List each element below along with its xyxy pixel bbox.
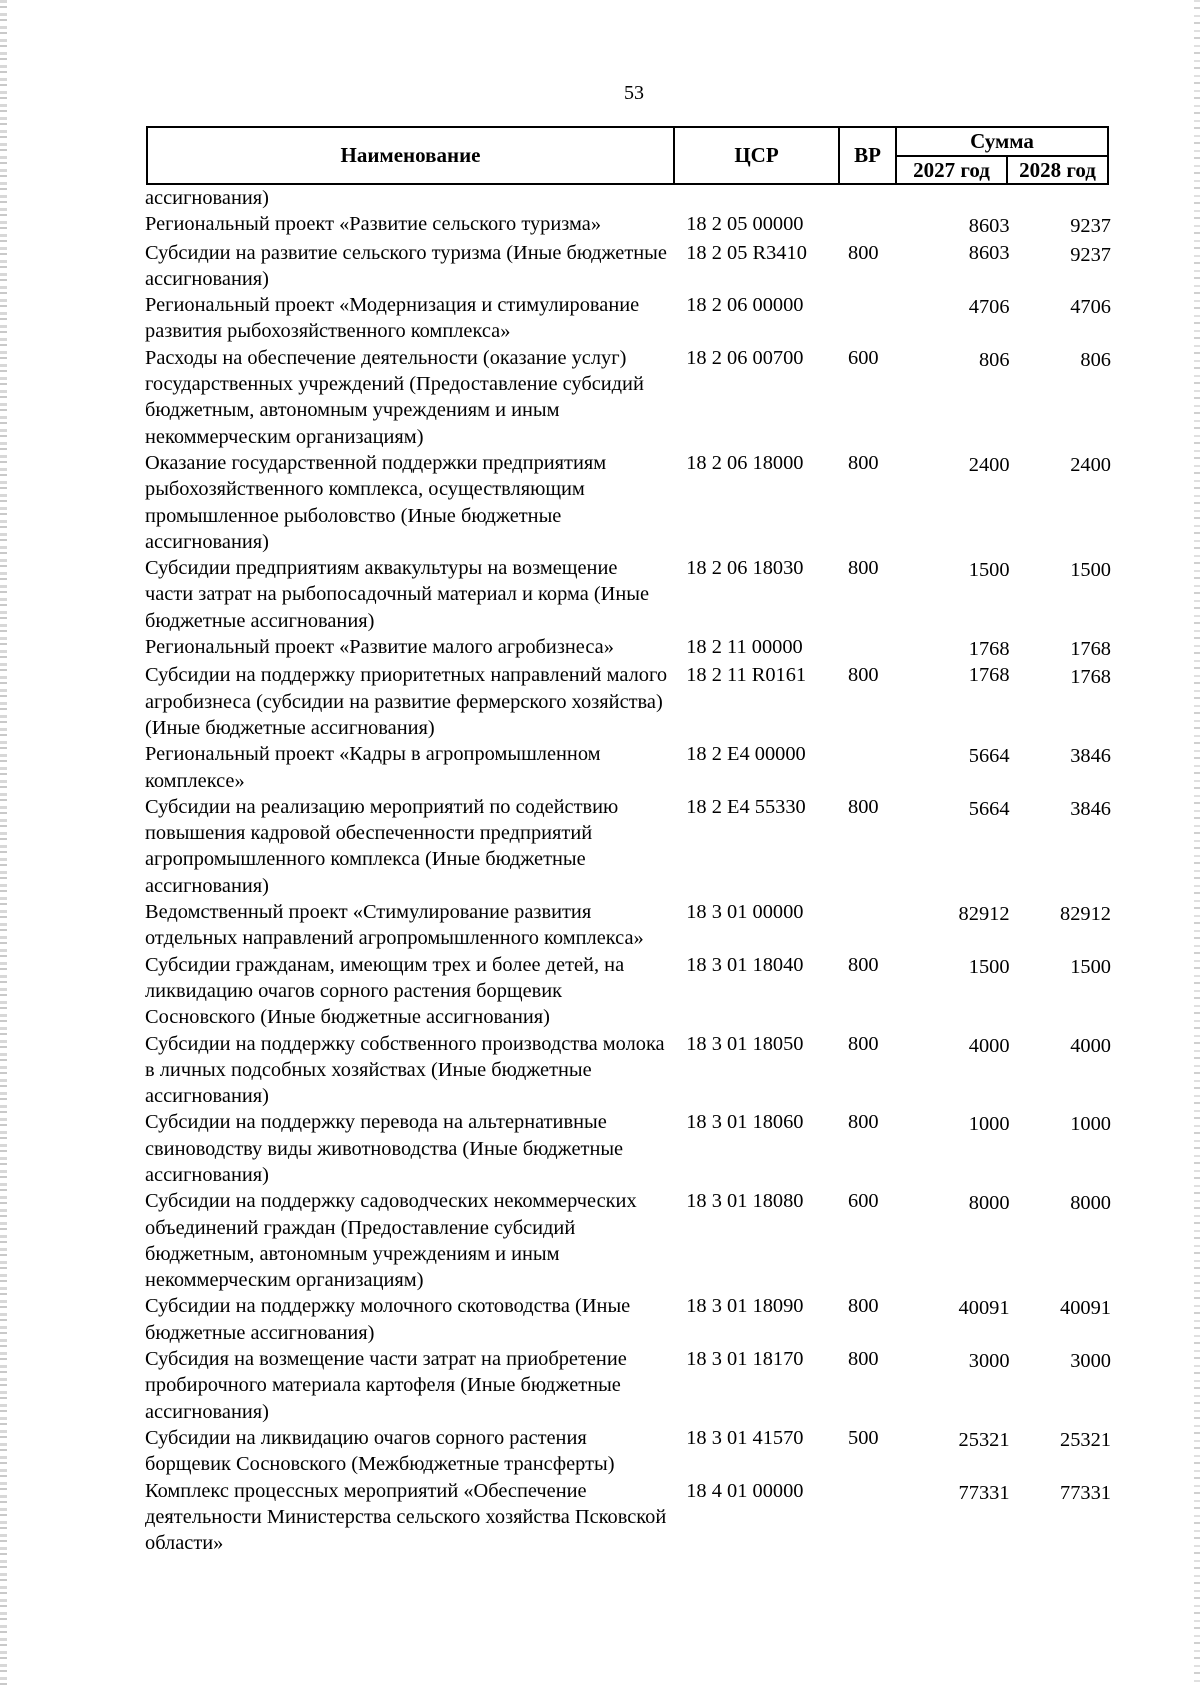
- row-name: Расходы на обеспечение деятельности (оказание услуг) государственных учреждений (Предоставление субсидий бюджетным, автономным учреждениям и иным некоммерческим организациям): [145, 346, 644, 448]
- table-row: [145, 634, 1115, 662]
- row-2027: 1500: [968, 955, 1010, 978]
- row-csr: 18 3 01 18080: [686, 1190, 804, 1213]
- row-2028: 1768: [1070, 638, 1111, 661]
- row-2028: 3846: [1070, 797, 1111, 820]
- row-name: Субсидии гражданам, имеющим трех и более детей, на ликвидацию очагов сорного растения борщевик Сосновского (Иные бюджетные ассигнования): [145, 953, 625, 1029]
- row-name: Субсидии на развитие сельского туризма (Иные бюджетные ассигнования): [145, 241, 667, 290]
- row-2027: 5664: [968, 745, 1010, 768]
- header-csr: ЦСР: [674, 127, 839, 184]
- row-2027: 5664: [968, 797, 1010, 820]
- row-vr: 800: [848, 1111, 879, 1134]
- row-2028: 3846: [1070, 745, 1111, 768]
- row-csr: 18 2 06 18030: [686, 557, 804, 580]
- row-name: Комплекс процессных мероприятий «Обеспечение деятельности Министерства сельского хозяйства Псковской области»: [145, 1479, 667, 1555]
- table-row: [145, 1109, 1115, 1188]
- row-vr: 800: [848, 1032, 879, 1055]
- row-name: Региональный проект «Развитие сельского туризма»: [145, 213, 602, 236]
- row-2027: 1768: [968, 638, 1010, 661]
- row-2028: 82912: [1060, 903, 1111, 926]
- row-csr: 18 2 11 R0161: [686, 664, 807, 687]
- row-2027: 77331: [958, 1481, 1010, 1504]
- row-csr: 18 2 05 00000: [686, 213, 804, 236]
- row-csr: 18 3 01 18050: [686, 1032, 804, 1055]
- row-vr: 800: [848, 241, 879, 264]
- row-2027: 2400: [968, 453, 1010, 476]
- row-csr: 18 2 06 18000: [686, 451, 804, 474]
- row-name: Региональный проект «Развитие малого агробизнеса»: [145, 636, 614, 659]
- table-row: [145, 1478, 1115, 1557]
- row-name: Субсидии на поддержку садоводческих некоммерческих объединений граждан (Предоставление субсидий бюджетным, автономным учреждениям и иным некоммерческим организациям): [145, 1190, 637, 1292]
- row-2027: 1500: [968, 559, 1010, 582]
- row-name: Оказание государственной поддержки предприятиям рыбохозяйственного комплекса, осуществляющим промышленное рыболовство (Иные бюджетные ассигнования): [145, 451, 607, 553]
- row-2027: 8000: [968, 1192, 1010, 1215]
- header-sum: Сумма: [896, 127, 1108, 156]
- row-csr: 18 2 05 R3410: [686, 241, 807, 264]
- row-vr: 800: [848, 795, 879, 818]
- header-year-2028: 2028 год: [1007, 156, 1108, 184]
- table-row: [145, 1188, 1115, 1293]
- table-row: [145, 555, 1115, 634]
- row-2028: 25321: [1060, 1428, 1111, 1451]
- table-row: [145, 450, 1115, 555]
- row-2027: 3000: [968, 1350, 1010, 1373]
- row-csr: 18 3 01 00000: [686, 901, 804, 924]
- table-row: [145, 662, 1115, 741]
- row-name: ассигнования): [145, 187, 269, 209]
- table-row: [145, 1031, 1115, 1110]
- row-name: Субсидии предприятиям аквакультуры на возмещение части затрат на рыбопосадочный материал и корма (Иные бюджетные ассигнования): [145, 557, 650, 632]
- table-row: [145, 794, 1115, 899]
- row-2027: 8603: [968, 215, 1010, 238]
- table-row: [145, 952, 1115, 1031]
- header-year-2027: 2027 год: [896, 156, 1007, 184]
- header-name: Наименование: [147, 127, 674, 184]
- row-2027: 4706: [968, 296, 1010, 319]
- table-row: [145, 741, 1115, 794]
- row-csr: 18 3 01 18060: [686, 1111, 804, 1134]
- row-2028: 9237: [1070, 215, 1111, 238]
- row-2028: 4706: [1070, 296, 1111, 319]
- row-2028: 1500: [1070, 559, 1111, 582]
- row-2028: 40091: [1060, 1297, 1111, 1320]
- row-csr: 18 4 01 00000: [686, 1479, 804, 1502]
- row-csr: 18 3 01 18170: [686, 1348, 804, 1371]
- row-name: Субсидии на поддержку молочного скотоводства (Иные бюджетные ассигнования): [145, 1295, 631, 1344]
- row-2028: 806: [1080, 348, 1111, 371]
- row-name: Ведомственный проект «Стимулирование развития отдельных направлений агропромышленного комплекса»: [145, 901, 644, 950]
- table-row: [145, 899, 1115, 952]
- row-name: Региональный проект «Модернизация и стимулирование развития рыбохозяйственного комплекса»: [145, 294, 640, 343]
- row-2028: 8000: [1070, 1192, 1111, 1215]
- row-csr: 18 2 06 00700: [686, 346, 804, 369]
- row-csr: 18 2 Е4 00000: [686, 743, 806, 766]
- row-vr: 800: [848, 1295, 879, 1318]
- row-csr: 18 3 01 18090: [686, 1295, 804, 1318]
- row-2028: 3000: [1070, 1350, 1111, 1373]
- row-2027: 1768: [968, 664, 1010, 687]
- table-row: [145, 292, 1115, 345]
- row-2028: 2400: [1070, 453, 1111, 476]
- row-2028: 9237: [1070, 243, 1111, 266]
- row-2027: 8603: [968, 241, 1010, 264]
- row-csr: 18 2 Е4 55330: [686, 795, 806, 818]
- header-vr: ВР: [839, 127, 896, 184]
- row-csr: 18 2 11 00000: [686, 636, 803, 659]
- table-row: [145, 1425, 1115, 1478]
- row-2028: 1768: [1070, 666, 1111, 689]
- table-row: [145, 185, 1115, 211]
- row-2027: 806: [978, 348, 1010, 371]
- table-header: [146, 126, 1109, 185]
- row-2027: 40091: [958, 1297, 1010, 1320]
- row-vr: 800: [848, 451, 879, 474]
- page-number: 53: [624, 82, 644, 104]
- row-vr: 600: [848, 1190, 879, 1213]
- table-body: [145, 185, 1115, 1556]
- row-name: Субсидии на поддержку приоритетных направлений малого агробизнеса (субсидии на развитие фермерского хозяйства) (Иные бюджетные ассигнования): [145, 664, 668, 739]
- row-2027: 1000: [968, 1113, 1010, 1136]
- table-row: [145, 345, 1115, 450]
- row-vr: 500: [848, 1426, 879, 1449]
- row-name: Субсидии на поддержку собственного производства молока в личных подсобных хозяйствах (Иные бюджетные ассигнования): [145, 1032, 665, 1108]
- row-2028: 4000: [1070, 1034, 1111, 1057]
- row-csr: 18 3 01 41570: [686, 1426, 804, 1449]
- table-row: [145, 240, 1115, 293]
- row-vr: 600: [848, 346, 879, 369]
- row-2027: 4000: [968, 1034, 1010, 1057]
- row-2027: 82912: [958, 903, 1010, 926]
- scan-edge-left: [0, 0, 7, 1686]
- row-2027: 25321: [958, 1428, 1010, 1451]
- row-2028: 1500: [1070, 955, 1111, 978]
- table-row: [145, 211, 1115, 239]
- row-vr: 800: [848, 1348, 879, 1371]
- row-name: Региональный проект «Кадры в агропромышленном комплексе»: [145, 743, 601, 792]
- row-name: Субсидии на поддержку перевода на альтернативные свиноводству виды животноводства (Иные бюджетные ассигнования): [145, 1111, 624, 1186]
- row-2028: 77331: [1060, 1481, 1111, 1504]
- scan-edge-right: [1194, 0, 1200, 1686]
- row-vr: 800: [848, 664, 879, 687]
- row-name: Субсидии на ликвидацию очагов сорного растения борщевик Сосновского (Межбюджетные трансферты): [145, 1426, 615, 1476]
- row-vr: 800: [848, 557, 879, 580]
- row-csr: 18 3 01 18040: [686, 953, 804, 976]
- row-name: Субсидии на реализацию мероприятий по содействию повышения кадровой обеспеченности предприятий агропромышленного комплекса (Иные бюджетные ассигнования): [145, 795, 619, 897]
- row-2028: 1000: [1070, 1113, 1111, 1136]
- row-csr: 18 2 06 00000: [686, 294, 804, 317]
- row-name: Субсидия на возмещение части затрат на приобретение пробирочного материала картофеля (Иные бюджетные ассигнования): [145, 1348, 627, 1423]
- table-row: [145, 1346, 1115, 1425]
- table-row: [145, 1293, 1115, 1346]
- row-vr: 800: [848, 953, 879, 976]
